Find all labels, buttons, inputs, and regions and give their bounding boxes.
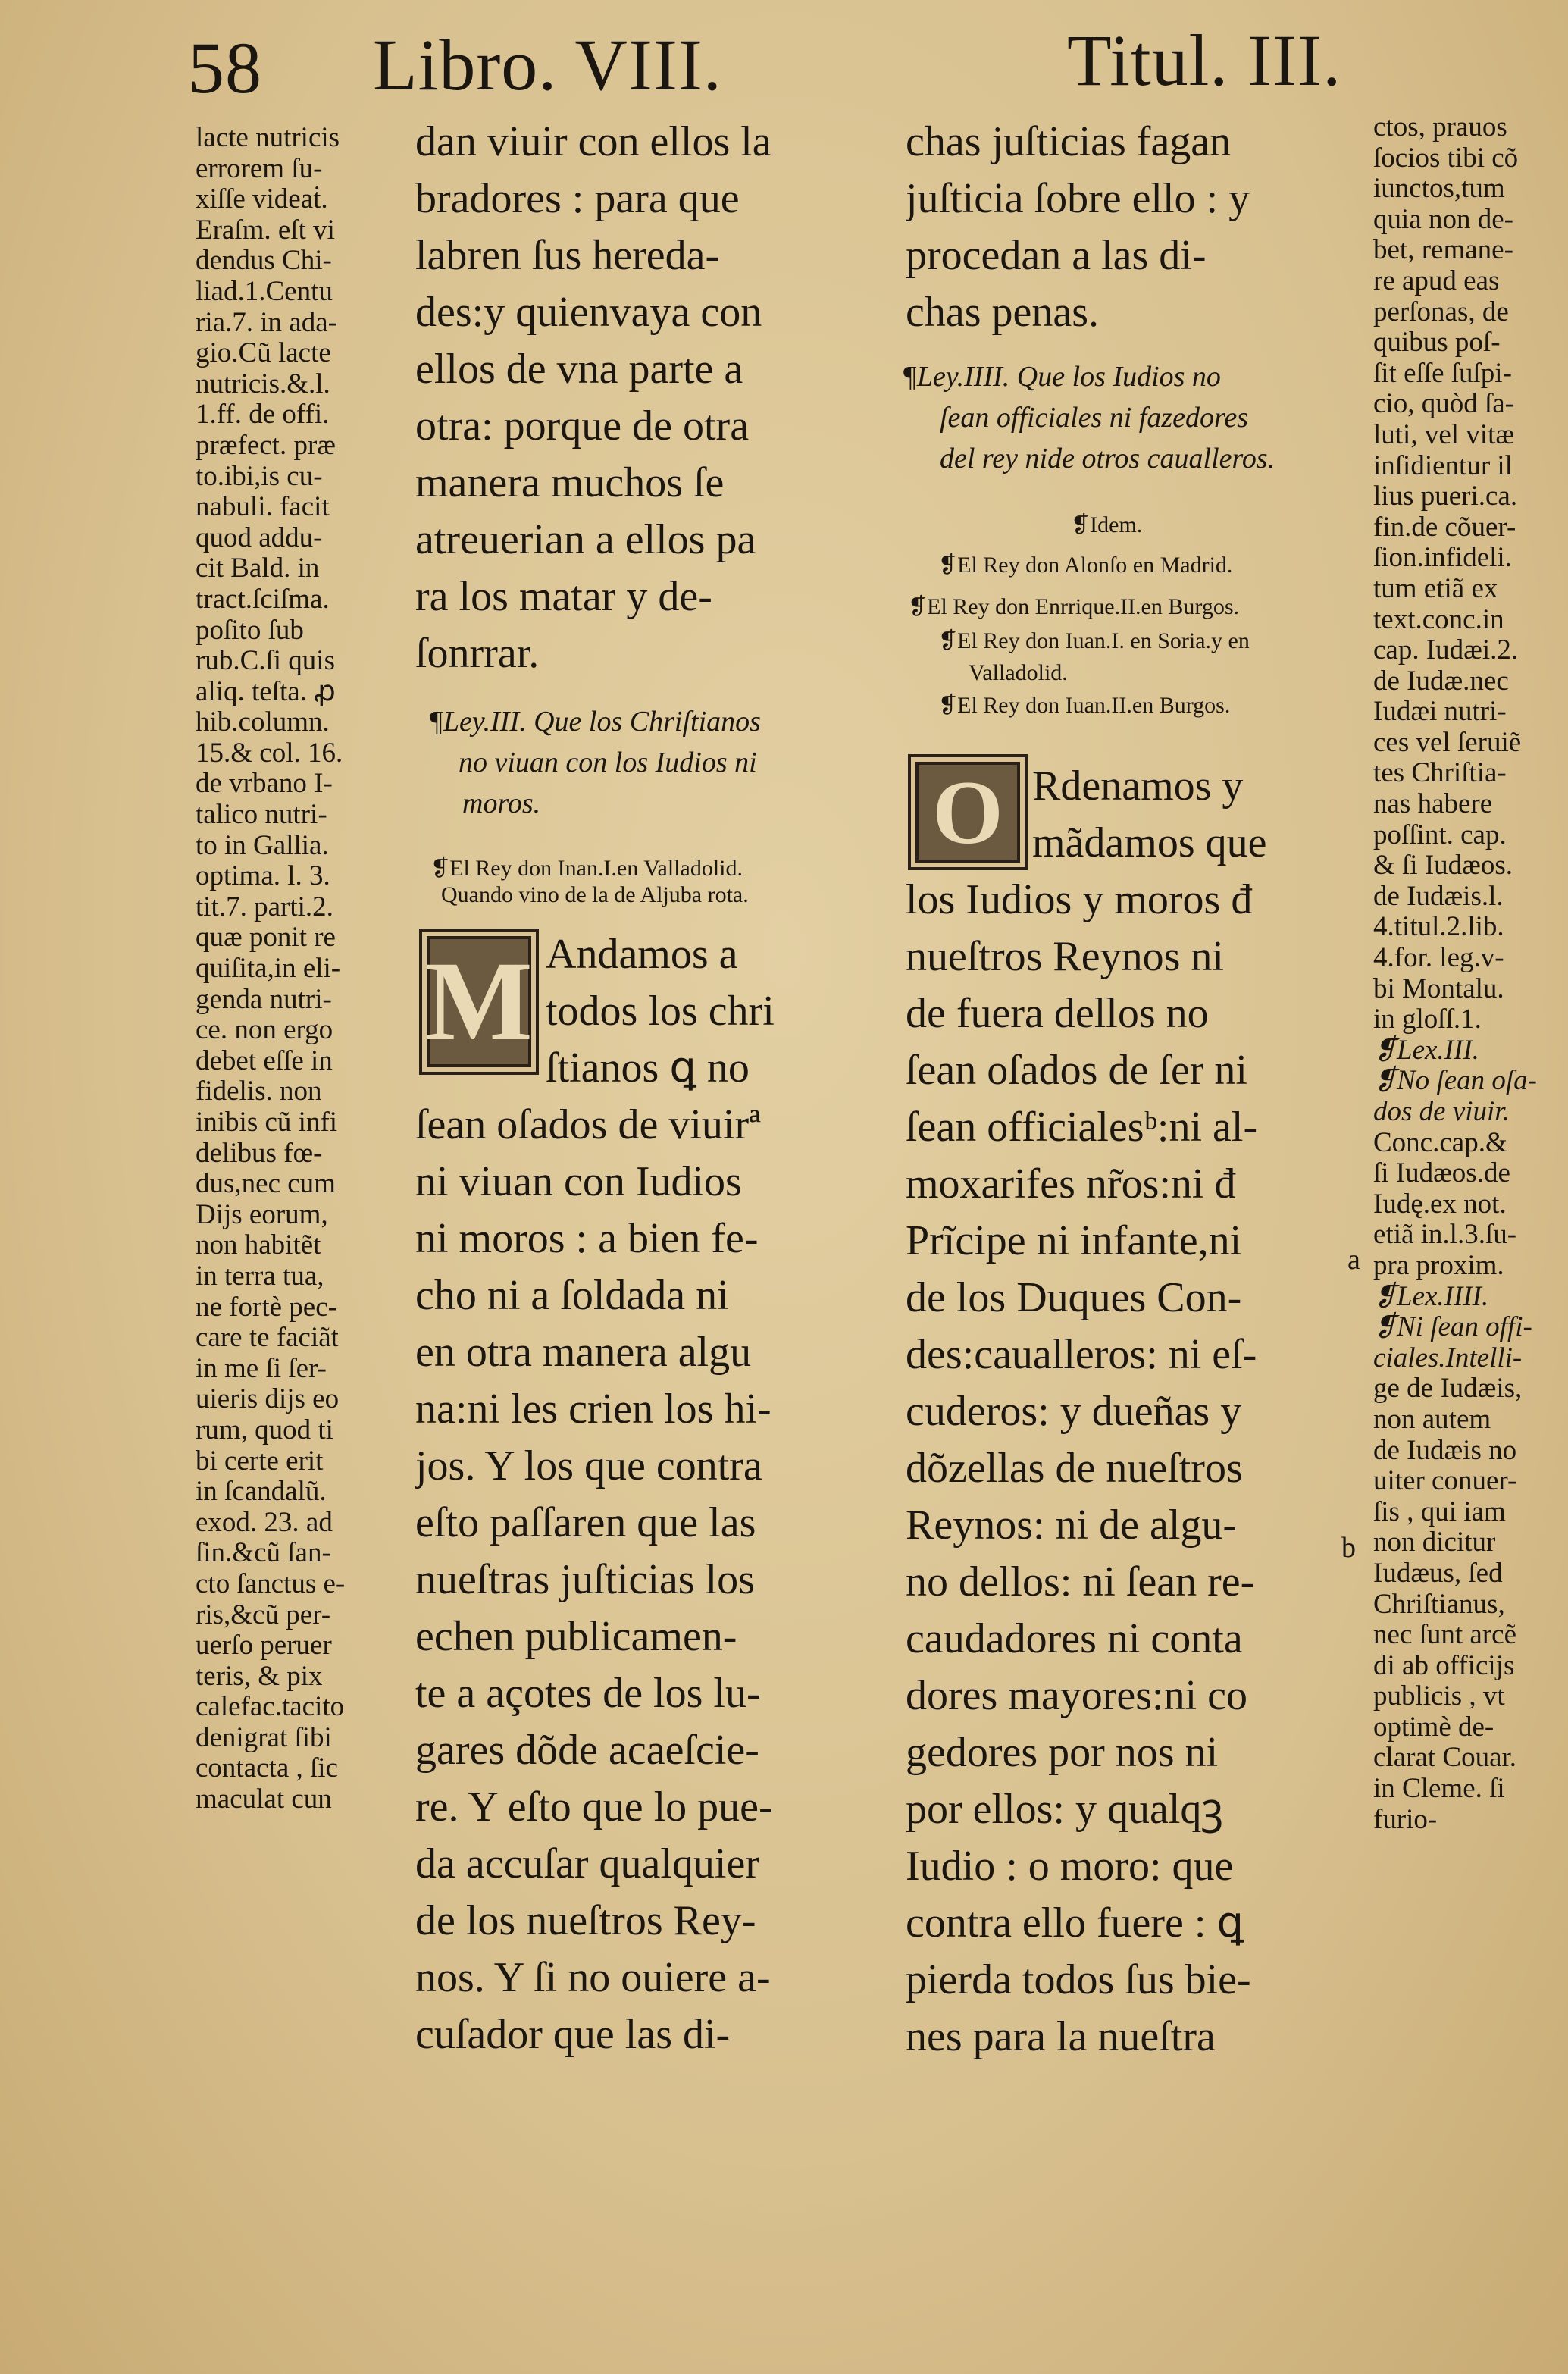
margin-line: liad.1.Centu xyxy=(196,275,333,307)
margin-line: fin.de cõuer- xyxy=(1373,511,1516,543)
text-line: da accuſar qualquier xyxy=(415,1840,759,1887)
margin-line: de Iudæis.l. xyxy=(1373,880,1504,912)
text-line: gares dõde acaeſcie- xyxy=(415,1727,759,1774)
source-line: Valladolid. xyxy=(969,660,1068,685)
text-line: jos. Y los que contra xyxy=(415,1442,762,1489)
margin-line: dos de viuir. xyxy=(1373,1096,1510,1127)
margin-line: ſion.infideli. xyxy=(1373,542,1512,574)
margin-line: 1.ff. de offi. xyxy=(196,399,330,431)
text-line: nueſtros Reynos ni xyxy=(906,933,1224,980)
margin-line: cap. Iudæi.2. xyxy=(1373,634,1519,666)
margin-line: text.conc.in xyxy=(1373,603,1504,635)
margin-line: iunctos,tum xyxy=(1373,173,1505,205)
heading-line: ¶Ley.III. Que los Chriſtianos xyxy=(428,706,761,738)
margin-line: non habitẽt xyxy=(196,1229,321,1261)
right-margin-gloss xyxy=(1373,112,1546,1835)
source-line: ❡El Rey don Inan.I.en Valladolid. xyxy=(430,856,743,881)
text-line: ſonrrar. xyxy=(415,630,540,677)
margin-line: Dijs eorum, xyxy=(196,1198,328,1230)
margin-line: ciales.Intelli- xyxy=(1373,1342,1523,1373)
margin-line: uiter conuer- xyxy=(1373,1465,1517,1497)
text-line: cuderos: y dueñas y xyxy=(906,1388,1242,1435)
margin-line: in gloſſ.1. xyxy=(1373,1004,1482,1035)
heading-line: no viuan con los Iudios ni xyxy=(459,747,757,778)
margin-line: ctos, prauos xyxy=(1373,112,1507,143)
text-line: de los Duques Con- xyxy=(906,1274,1242,1321)
margin-line: maculat cun xyxy=(196,1784,332,1815)
margin-line: optima. l. 3. xyxy=(196,860,330,892)
text-line: labren ſus hereda- xyxy=(415,232,720,279)
margin-line: in terra tua, xyxy=(196,1260,324,1292)
margin-line: calefac.tacito xyxy=(196,1691,345,1723)
drop-cap-o xyxy=(908,754,1028,870)
text-line: nos. Y ſi no ouiere a- xyxy=(415,1954,771,2001)
text-line: no dellos: ni ſean re- xyxy=(906,1558,1255,1605)
text-line: chas penas. xyxy=(906,289,1100,336)
margin-line: cit Bald. in xyxy=(196,553,320,584)
margin-line: & ſi Iudæos. xyxy=(1373,850,1513,882)
margin-line: hib.column. xyxy=(196,706,330,738)
margin-line: tes Chriſtia- xyxy=(1373,757,1507,789)
law-3-sources xyxy=(430,855,861,908)
text-line: echen publicamen- xyxy=(415,1613,737,1660)
margin-line: lacte nutricis xyxy=(196,123,340,153)
law-4-heading xyxy=(902,356,1334,479)
margin-line: nas habere xyxy=(1373,788,1493,820)
drop-cap-m xyxy=(419,929,539,1075)
text-line: dores mayores:ni co xyxy=(906,1672,1247,1719)
margin-line: etiã in.l.3.ſu- xyxy=(1373,1219,1517,1251)
margin-line: tract.ſciſma. xyxy=(196,583,330,615)
law-3-heading xyxy=(428,701,859,824)
text-line: des:caualleros: ni eſ- xyxy=(906,1331,1257,1378)
margin-line: 15.& col. 16. xyxy=(196,737,343,769)
margin-line: quia non de- xyxy=(1373,203,1513,235)
margin-line: præfect. præ xyxy=(196,429,336,461)
margin-line: 4.titul.2.lib. xyxy=(1373,911,1504,943)
page-number: 58 xyxy=(188,27,262,108)
margin-line: dus,nec cum xyxy=(196,1168,336,1200)
text-line: mãdamos que xyxy=(1032,819,1267,866)
text-line: ni moros : a bien fe- xyxy=(415,1215,759,1262)
text-line: de los nueſtros Rey- xyxy=(415,1897,756,1944)
margin-line: furio- xyxy=(1373,1803,1438,1835)
text-line: manera muchos ſe xyxy=(415,459,725,506)
margin-line: in Cleme. ſi xyxy=(1373,1773,1505,1805)
margin-line: Iudæi nutri- xyxy=(1373,696,1507,728)
margin-line: delibus fœ- xyxy=(196,1137,323,1169)
margin-line: to in Gallia. xyxy=(196,829,329,861)
text-line: caudadores ni conta xyxy=(906,1615,1243,1662)
note-marker-b: b xyxy=(1341,1532,1356,1564)
text-line: re. Y eſto que lo pue- xyxy=(415,1784,773,1831)
text-line: Andamos a xyxy=(546,931,738,978)
text-line: ſean oſados de ſer ni xyxy=(906,1047,1247,1094)
margin-line: tit.7. parti.2. xyxy=(196,891,333,922)
text-line: atreuerian a ellos pa xyxy=(415,516,756,563)
margin-line: inibis cũ infi xyxy=(196,1107,338,1138)
margin-line: uerſo peruer xyxy=(196,1630,332,1661)
margin-line: poſito ſub xyxy=(196,614,304,646)
column-2-dropcap-lines xyxy=(1032,758,1350,872)
margin-line: cio, quòd ſa- xyxy=(1373,388,1514,420)
margin-line: Iudę.ex not. xyxy=(1373,1188,1507,1220)
margin-line: uieris dijs eo xyxy=(196,1383,340,1415)
margin-line: Chriſtianus, xyxy=(1373,1588,1505,1620)
margin-line: bi certe erit xyxy=(196,1445,324,1477)
text-line: los Iudios y moros đ xyxy=(906,876,1253,923)
text-line: por ellos: y qualqꝫ xyxy=(906,1786,1224,1833)
margin-line: Conc.cap.& xyxy=(1373,1126,1507,1158)
text-line: contra ello fuere : ꝗ xyxy=(906,1900,1244,1946)
source-line: ❡El Rey don Alonſo en Madrid. xyxy=(938,553,1233,578)
margin-line: ces vel ſeruiẽ xyxy=(1373,726,1522,758)
margin-line: cto ſanctus e- xyxy=(196,1568,346,1599)
heading-line: moros. xyxy=(462,788,541,819)
margin-line: publicis , vt xyxy=(1373,1680,1505,1712)
text-line: chas juſticias fagan xyxy=(906,118,1232,165)
margin-line: xiſſe videaṫ. xyxy=(196,183,328,215)
margin-line: Iudæus, ſed xyxy=(1373,1557,1503,1589)
text-line: en otra manera algu xyxy=(415,1329,752,1376)
margin-line: bet, remane- xyxy=(1373,234,1513,266)
margin-line: ❡Lex.III. xyxy=(1373,1034,1479,1066)
margin-line: teris, & pix xyxy=(196,1660,323,1692)
source-line: ❡Idem. xyxy=(1071,512,1143,537)
margin-line: re apud eas xyxy=(1373,265,1500,296)
text-line: procedan a las di- xyxy=(906,232,1207,279)
margin-line: ria.7. in ada- xyxy=(196,306,337,338)
text-line: nes para la nueſtra xyxy=(906,2013,1216,2060)
margin-line: de vrbano I- xyxy=(196,768,333,800)
heading-line: ¶Ley.IIII. Que los Iudios no xyxy=(902,361,1221,393)
text-line: eſto paſſaren que las xyxy=(415,1499,756,1546)
text-line: ſean officialesᵇ:ni al- xyxy=(906,1104,1258,1151)
source-line: ❡El Rey don Enrrique.II.en Burgos. xyxy=(908,594,1240,619)
margin-line: ris,&cũ per- xyxy=(196,1599,331,1630)
margin-line: non dicitur xyxy=(1373,1527,1496,1558)
law-4-sources xyxy=(908,506,1347,719)
text-line: Iudio : o moro: que xyxy=(906,1843,1234,1890)
text-line: ſtianos ꝗ no xyxy=(546,1044,750,1091)
margin-line: Eraſm. eſt vi xyxy=(196,214,335,246)
margin-line: quæ ponit re xyxy=(196,922,336,954)
margin-line: inſidientur il xyxy=(1373,449,1513,481)
margin-line: poſſint. cap. xyxy=(1373,819,1507,850)
text-line: todos los chri xyxy=(546,988,775,1035)
margin-line: lius pueri.ca. xyxy=(1373,481,1518,512)
text-line: Rdenamos y xyxy=(1032,763,1244,810)
text-line: nueſtras juſticias los xyxy=(415,1556,755,1603)
margin-line: to.ibi,is cu- xyxy=(196,460,323,492)
text-line: gedores por nos ni xyxy=(906,1729,1219,1776)
margin-line: quod addu- xyxy=(196,521,323,553)
margin-line: ſit eſſe ſuſpi- xyxy=(1373,357,1512,389)
margin-line: fidelis. non xyxy=(196,1076,322,1107)
margin-line: in me ſi ſer- xyxy=(196,1352,327,1384)
margin-line: ce. non ergo xyxy=(196,1014,333,1046)
left-running-head: Libro. VIII. xyxy=(373,24,722,105)
margin-line: in ſcandalũ. xyxy=(196,1476,327,1508)
margin-line: perſonas, de xyxy=(1373,296,1509,327)
margin-line: debet eſſe in xyxy=(196,1044,333,1076)
margin-line: contacta , ſic xyxy=(196,1752,338,1784)
margin-line: 4.for. leg.v- xyxy=(1373,942,1504,974)
margin-line: optimè de- xyxy=(1373,1711,1494,1743)
text-line: cuſador que las di- xyxy=(415,2011,731,2058)
margin-line: ❡No ſean oſa- xyxy=(1373,1065,1537,1097)
margin-line: nec ſunt arcẽ xyxy=(1373,1619,1516,1651)
margin-line: quiſita,in eli- xyxy=(196,953,341,985)
text-line: juſticia ſobre ello : y xyxy=(906,175,1250,222)
source-line: ❡El Rey don Iuan.II.en Burgos. xyxy=(938,693,1231,718)
text-line: bradores : para que xyxy=(415,175,740,222)
margin-line: care te faciãt xyxy=(196,1322,339,1354)
text-line: otra: porque de otra xyxy=(415,402,750,449)
text-line: ellos de vna parte a xyxy=(415,346,743,393)
text-line: des:y quienvaya con xyxy=(415,289,762,336)
text-line: Prĩcipe ni infante,ni xyxy=(906,1217,1242,1264)
margin-line: pra proxim. xyxy=(1373,1249,1504,1281)
right-running-head: Titul. III. xyxy=(1067,20,1342,101)
heading-line: del rey nide otros caualleros. xyxy=(940,443,1275,474)
margin-line: clarat Couar. xyxy=(1373,1742,1517,1774)
column-1-dropcap-lines xyxy=(546,926,849,1097)
margin-line: genda nutri- xyxy=(196,983,332,1015)
heading-line: ſean officiales ni fazedores xyxy=(940,402,1249,434)
note-marker-a: a xyxy=(1347,1244,1360,1276)
text-line: ni viuan con Iudios xyxy=(415,1158,742,1205)
source-line: Quando vino de la de Aljuba rota. xyxy=(441,882,749,907)
margin-line: quibus poſ- xyxy=(1373,327,1501,359)
text-line: na:ni les crien los hi- xyxy=(415,1386,771,1433)
source-line: ❡El Rey don Iuan.I. en Soria.y en xyxy=(938,628,1250,653)
margin-line: tum etiã ex xyxy=(1373,572,1498,604)
margin-line: talico nutri- xyxy=(196,799,327,831)
margin-line: de Iudæis no xyxy=(1373,1434,1517,1466)
drop-cap-letter: M xyxy=(425,938,533,1064)
column-1-body xyxy=(415,1097,846,2063)
margin-line: nutricis.&.l. xyxy=(196,368,330,399)
text-line: te a açotes de los lu- xyxy=(415,1670,761,1717)
text-line: dõzellas de nueſtros xyxy=(906,1445,1243,1492)
text-line: ra los matar y de- xyxy=(415,573,712,620)
text-line: moxarifes nr̃os:ni đ xyxy=(906,1160,1236,1207)
margin-line: bi Montalu. xyxy=(1373,972,1504,1004)
drop-cap-letter: O xyxy=(932,762,1003,863)
text-line: Reynos: ni de algu- xyxy=(906,1502,1238,1549)
margin-line: ge de Iudæis, xyxy=(1373,1373,1523,1405)
margin-line: nabuli. facit xyxy=(196,491,330,523)
margin-line: ❡Ni ſean offi- xyxy=(1373,1311,1532,1343)
column-2-top xyxy=(906,114,1338,341)
margin-line: ❡Lex.IIII. xyxy=(1373,1280,1489,1312)
margin-line: rum, quod ti xyxy=(196,1414,333,1445)
column-1-top xyxy=(415,114,846,682)
margin-line: ſi Iudæos.de xyxy=(1373,1157,1510,1189)
margin-line: ſis , qui iam xyxy=(1373,1495,1506,1527)
margin-line: aliq. teſta. ꝓ xyxy=(196,675,336,707)
margin-line: gio.Cũ lacte xyxy=(196,337,331,369)
margin-line: luti, vel vitæ xyxy=(1373,418,1515,450)
margin-line: di ab officijs xyxy=(1373,1649,1515,1681)
left-margin-gloss xyxy=(196,123,385,1815)
margin-line: non autem xyxy=(1373,1403,1491,1435)
margin-line: ſin.&cũ ſan- xyxy=(196,1537,331,1569)
column-2-body xyxy=(906,872,1338,2066)
margin-line: ne fortè pec- xyxy=(196,1291,337,1323)
text-line: de fuera dellos no xyxy=(906,990,1209,1037)
text-line: pierda todos ſus bie- xyxy=(906,1956,1251,2003)
margin-line: dendus Chi- xyxy=(196,245,332,277)
text-line: dan viuir con ellos la xyxy=(415,118,771,165)
margin-line: ſocios tibi cõ xyxy=(1373,142,1519,174)
margin-line: denigrat ſibi xyxy=(196,1721,332,1753)
margin-line: exod. 23. ad xyxy=(196,1506,333,1538)
margin-line: rub.C.ſi quis xyxy=(196,645,335,677)
margin-line: de Iudæ.nec xyxy=(1373,665,1509,697)
margin-line: errorem ſu- xyxy=(196,152,323,184)
text-line: cho ni a ſoldada ni xyxy=(415,1272,729,1319)
text-line: ſean oſados de viuirª xyxy=(415,1101,761,1148)
